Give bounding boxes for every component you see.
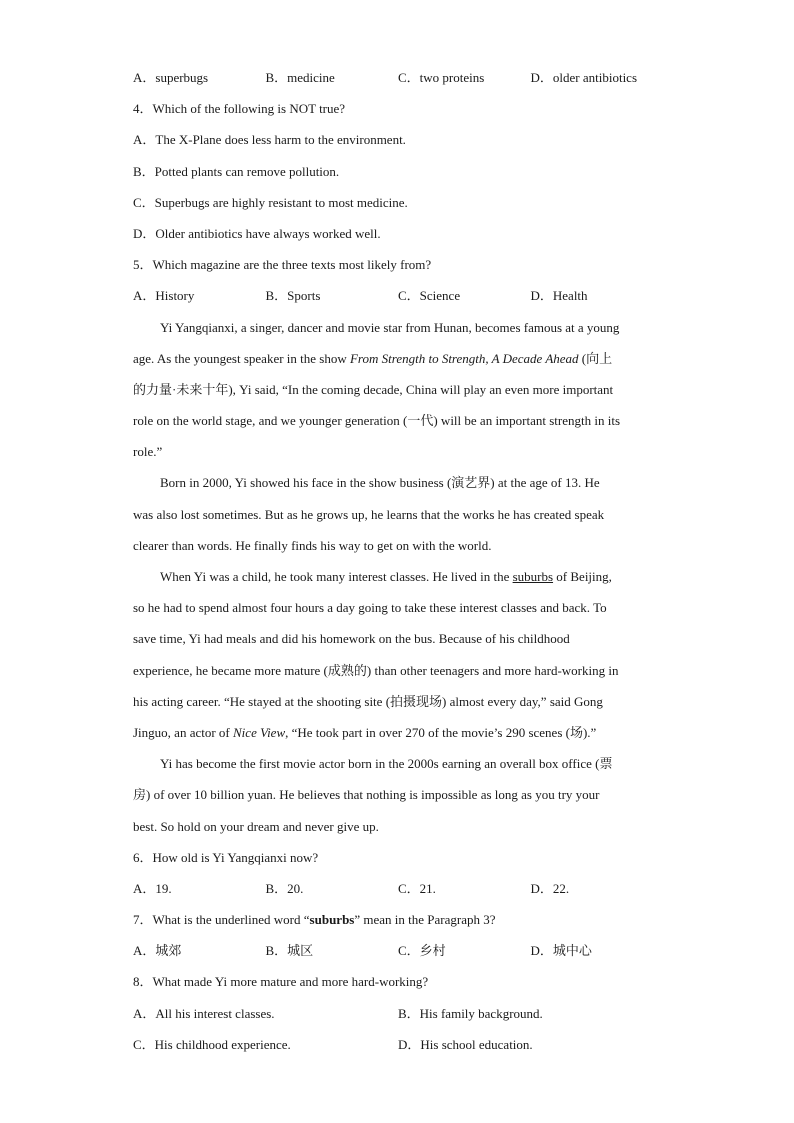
p3-line-6 [133,717,663,748]
q7-option-d[interactable]: D．城中心 [530,943,592,959]
q4-stem: 4．Which of the following is NOT true? [133,101,346,117]
q5-option-b[interactable]: B．Sports [265,288,321,304]
q4-option-b[interactable]: B．Potted plants can remove pollution. [133,163,340,179]
passage-paragraph-2 [133,467,663,561]
p3-line-4: experience, he became more mature (成熟的) than other teenagers and more hard-working in [133,662,619,678]
p3-line-6-text: Jinguo, an actor of [133,724,234,740]
p3-line-5: his acting career. “He stayed at the shooting site (拍摄现场) almost every day,” said Gong [133,693,603,709]
passage-paragraph-1 [133,312,663,468]
p1-line-5: role.” [133,444,163,460]
q5-stem: 5．Which magazine are the three texts most likely from? [133,257,432,273]
q8-options-row-1 [133,998,663,1029]
q5-options [133,280,663,311]
p2-line-1: Born in 2000, Yi showed his face in the show business (演艺界) at the age of 13. He [160,475,600,491]
q7-stem [133,904,663,935]
q3-option-c[interactable]: C．two proteins [398,70,485,85]
q4-option-a[interactable]: A．The X-Plane does less harm to the environment. [133,132,406,148]
q7-keyword: suburbs [309,912,355,928]
passage-paragraph-4 [133,748,663,842]
q4-option-c[interactable]: C．Superbugs are highly resistant to most medicine. [133,194,408,210]
q5-option-a[interactable]: A．History [133,288,195,304]
p4-line-2: 房) of over 10 billion yuan. He believes that nothing is impossible as long as you try your [133,787,600,803]
q8-option-b[interactable]: B．His family background. [398,1005,543,1021]
q4-option-d[interactable]: D．Older antibiotics have always worked well. [133,225,381,241]
q3-option-d[interactable]: D．older antibiotics [530,70,638,85]
p3-line-2: so he had to spend almost four hours a day going to take these interest classes and back. To [133,600,607,616]
q8-option-d[interactable]: D．His school education. [398,1036,533,1052]
q6-option-b[interactable]: B．20. [265,880,304,896]
p1-line-2-text: age. As the youngest speaker in the show [133,350,350,366]
q8-option-a[interactable]: A．All his interest classes. [133,1005,275,1021]
q7-options [133,935,663,966]
p3-line-6-tail: , “He took part in over 270 of the movie’s 290 scenes (场).” [285,724,597,740]
q7-option-b[interactable]: B．城区 [265,943,314,959]
q6-option-d[interactable]: D．22. [530,880,570,896]
p1-line-1: Yi Yangqianxi, a singer, dancer and movie star from Hunan, becomes famous at a young [160,319,620,335]
q6-option-a[interactable]: A．19. [133,880,172,896]
q5-option-c[interactable]: C．Science [398,288,461,304]
q3-options [133,62,663,93]
q7-option-c[interactable]: C．乡村 [398,943,446,959]
p1-line-4: role on the world stage, and we younger generation (一代) will be an important strength in its [133,413,621,429]
p4-line-3: best. So hold on your dream and never give up. [133,818,379,834]
q3-option-a[interactable]: A．superbugs [133,70,209,85]
q7-stem-text: 7．What is the underlined word “ [133,912,310,928]
q7-option-a[interactable]: A．城郊 [133,943,182,959]
p1-line-2 [133,343,663,374]
p1-line-3: 的力量·未来十年), Yi said, “In the coming decade, China will play an even more important [133,381,614,397]
q8-stem: 8．What made Yi more mature and more hard-working? [133,974,429,990]
p2-line-3: clearer than words. He finally finds his way to get on with the world. [133,537,492,553]
p3-line-1-tail: of Beijing, [553,569,612,584]
q7-stem-tail: ” mean in the Paragraph 3? [354,912,496,928]
q8-options-row-2 [133,1029,663,1060]
underlined-word: suburbs [512,569,554,584]
p4-line-1: Yi has become the first movie actor born in the 2000s earning an overall box office (票 [160,756,613,772]
q6-stem: 6．How old is Yi Yangqianxi now? [133,849,319,865]
p2-line-2: was also lost sometimes. But as he grows up, he learns that the works he has created speak [133,506,605,522]
q6-option-c[interactable]: C．21. [398,880,436,896]
p3-line-1 [133,561,663,592]
q3-option-b[interactable]: B．medicine [265,70,335,85]
show-title: From Strength to Strength, A Decade Ahead [349,350,579,366]
passage-paragraph-3 [133,561,663,748]
document-page [133,62,663,1060]
q6-options [133,873,663,904]
p3-line-3: save time, Yi had meals and did his homework on the bus. Because of his childhood [133,631,570,647]
q5-option-d[interactable]: D．Health [530,288,588,304]
movie-title: Nice View [233,724,286,740]
q8-option-c[interactable]: C．His childhood experience. [133,1036,291,1052]
p3-line-1-text: When Yi was a child, he took many interest classes. He lived in the [160,569,513,584]
p1-line-2-tail: (向上 [578,350,613,366]
